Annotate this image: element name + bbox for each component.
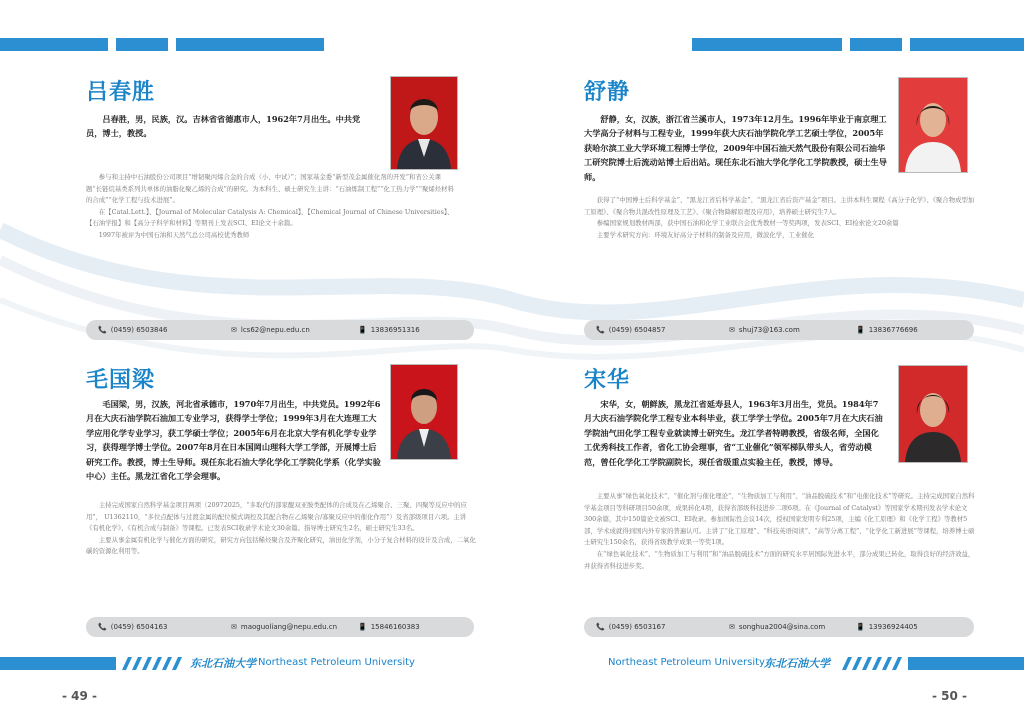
page-number-right: - 50 -	[932, 689, 968, 703]
detail-paragraph: 主持完成国家自然科学基金项目两项（20972025，“多取代的部家醌双亚胺类配体的合成及在乙烯聚合、三聚、四聚等反应中的应用”， U1362110，“多位点配体与过渡金属的配位模式调控及其配合物在乙烯聚合/寡聚反应中的催化作用”）及省部级项目六项。主讲《有机化学》、《有机合成与制备》等课程。已发表SCI收录学术论文30余篇。指导博士研究生2名，硕士研究生33名。	[86, 501, 467, 533]
profile-intro: 宋华，女，朝鲜族，黑龙江省延寿县人，1963年3月出生，党员。1984年7月大庆石油学院化学工程专业本科毕业，获工学学士学位。2005年7月在大庆石油学院油气田化学工程专业就读博士研究生。龙江学者特聘教授，省级名师，全国化工优秀科技工作者，省化工协会理事，省“工业催化”领军梯队带头人，省劳动模范，曾任化学化工学院副院长，现任省级重点实验主任，教授，博导。	[584, 399, 883, 467]
mail-icon: ✉	[729, 326, 735, 334]
mobile-number: 13836951316	[370, 326, 420, 334]
contact-mobile	[358, 320, 420, 340]
mail-icon: ✉	[231, 326, 237, 334]
profile-intro: 舒静，女，汉族，浙江省兰溪市人，1973年12月生。1996年毕业于南京理工大学高分子材料与工程专业，1999年获大庆石油学院化学工艺硕士学位，2005年获哈尔滨工业大学环境工程博士学位，2009年中国石油天然气股份有限公司石油华工研究院博士后流动站博士后出站。现任东北石油大学化学化工学院教授，硕士生导师。	[584, 114, 887, 182]
portrait-image	[899, 78, 967, 172]
footer-stripes	[838, 657, 1024, 670]
email-address: songhua2004@sina.com	[738, 623, 826, 631]
detail-paragraph: 参编国家规划教材两部，获中国石油和化学工业联合会优秀教材一等奖两项，发表SCI、EI检索论文20余篇	[596, 219, 899, 228]
profile-photo	[898, 77, 968, 173]
profile-photo	[898, 365, 968, 463]
contact-mobile	[856, 617, 918, 637]
contact-mobile	[856, 320, 918, 340]
detail-paragraph: 主要从事“绿色氧化技术”、“催化剂与催化理论”、“生物质加工与利用”、“油品脱硫技术”和“电催化技术”等研究。主持完成国家自然科学基金项目等科研项目50余项，成果转化4项，获得省部级科技进步二项6项。在《Journal of Catalyst》等国家学术期刊发表学术论文300余篇，其中150篇论文被SCI、EI收录。参加国际性会议14次，授权国家发明专利25项，主编《化工原理》和《化学工程》等教材5部，学术成就得到国内外专家的普遍认可。主讲了“化工原理”、“科技英语阅读”、“高等分离工程”、“化学化工新进展”等课程，培养博士硕士研究生150余名，获得省级教学成果一等奖1项。	[584, 492, 975, 547]
mobile-number: 15846160383	[370, 623, 420, 631]
email-address: shuj73@163.com	[738, 326, 800, 334]
university-name-en: Northeast Petroleum University	[608, 657, 765, 668]
contact-phone	[98, 617, 167, 637]
phone-icon: 📞	[98, 623, 107, 631]
mobile-icon: 📱	[358, 326, 367, 334]
profile-details	[86, 172, 456, 242]
mobile-icon: 📱	[358, 623, 367, 631]
footer-stripes	[0, 657, 186, 670]
contact-bar	[584, 320, 974, 340]
profile-name: 吕春胜	[86, 80, 156, 105]
detail-paragraph: 1997年被评为中国石油和天然气总公司高校优秀教师	[98, 230, 250, 239]
mobile-icon: 📱	[856, 623, 865, 631]
portrait-image	[899, 366, 967, 462]
contact-email	[729, 320, 800, 340]
profile-name: 毛国梁	[86, 368, 156, 393]
profile-details	[86, 500, 478, 558]
mail-icon: ✉	[231, 623, 237, 631]
university-logo-cn: 东北石油大学	[190, 657, 256, 670]
mobile-number: 13936924405	[868, 623, 918, 631]
portrait-image	[391, 365, 457, 459]
detail-paragraph: 在“绿色氧化技术”、“生物质加工与利用”和“油品脱硫技术”方面的研究水平居国际先进水平，部分成果已转化，取得良好的经济效益，并获得省科技进步奖。	[584, 549, 975, 570]
phone-number: (0459) 6503167	[608, 623, 666, 631]
contact-bar	[86, 617, 474, 637]
profile-photo	[390, 364, 458, 460]
contact-mobile	[358, 617, 420, 637]
contact-phone	[98, 320, 167, 340]
contact-bar	[584, 617, 974, 637]
portrait-image	[391, 77, 457, 169]
detail-paragraph: 获得了“中国博士后科学基金”、“黑龙江省后科学基金”、“黑龙江省后资产基金”项目。主讲本科生课程《高分子化学》、《聚合物成型加工原理》、《聚合物共混改性原理及工艺》、《聚合物降解原理及应用》，培养硕士研究生7人。	[584, 196, 975, 216]
profile-intro: 毛国梁，男，汉族，河北省承德市，1970年7月出生，中共党员。1992年6月在大庆石油学院石油加工专业学习，获得学士学位；1999年3月在大连理工大学应用化学专业学习，获工学硕士学位；2005年6月在北京大学有机化学专业学习，获得理学博士学位。2007年8月在日本国岡山理科大学工学部，开展博士后研究工作。教授，博士生导师。现任东北石油大学化学化工学院化学系（化学实验中心）主任。黑龙江省化工学会理事。	[86, 399, 381, 482]
email-address: lcs62@nepu.edu.cn	[240, 326, 310, 334]
contact-bar	[86, 320, 474, 340]
phone-icon: 📞	[596, 326, 605, 334]
profile-details	[584, 491, 976, 572]
contact-phone	[596, 320, 665, 340]
phone-icon: 📞	[98, 326, 107, 334]
mobile-icon: 📱	[856, 326, 865, 334]
detail-paragraph: 参与和主持中石油股份公司项目“增韧聚丙烯合金的合成（小、中试）”；国家基金委“新型茂金属催化剂的开发”和省公关课题“长链烷基类系列共单体的油脂化聚乙烯的合成”的研究。为本科生、硕士研究生主讲：“石油炼制工程”“化工热力学”“聚烯烃材料的合成”“化学工程与技术进展”。	[86, 173, 454, 205]
detail-paragraph: 主要从事金属有机化学与催化方面的研究，研究方向包括稀烃聚合及齐聚化研究，油田化学剂，小分子复合材料的设计及合成，二氧化碳的资源化利用等。	[86, 535, 476, 556]
profile-photo	[390, 76, 458, 170]
contact-phone	[596, 617, 665, 637]
page-number-left: - 49 -	[62, 689, 98, 703]
phone-number: (0459) 6504857	[608, 326, 666, 334]
phone-icon: 📞	[596, 623, 605, 631]
email-address: maoguoliang@nepu.edu.cn	[240, 623, 338, 631]
phone-number: (0459) 6504163	[110, 623, 168, 631]
university-logo-cn: 东北石油大学	[764, 657, 830, 670]
profile-name: 宋华	[584, 368, 631, 393]
mail-icon: ✉	[729, 623, 735, 631]
profile-name: 舒静	[584, 80, 631, 105]
phone-number: (0459) 6503846	[110, 326, 168, 334]
profile-details	[584, 195, 976, 241]
profile-intro: 吕春胜，男，民族，汉。吉林省省德惠市人，1962年7月出生。中共党员，博士，教授。	[86, 114, 361, 139]
mobile-number: 13836776696	[868, 326, 918, 334]
contact-email	[231, 617, 337, 637]
contact-email	[231, 320, 310, 340]
detail-paragraph: 在【Catal.Lett.】、【Journal of Molecular Catalysis A: Chemical】、【Chemical Journal of Chinese Universities】、【石油学报】和【高分子科学和材料】等期刊上发表SCI、EI论文十余篇。	[86, 207, 454, 228]
contact-email	[729, 617, 825, 637]
university-name-en: Northeast Petroleum University	[258, 657, 415, 668]
detail-paragraph: 主要学术研究方向：环境友好高分子材料的制备及应用，微波化学，工业催化	[596, 230, 815, 239]
